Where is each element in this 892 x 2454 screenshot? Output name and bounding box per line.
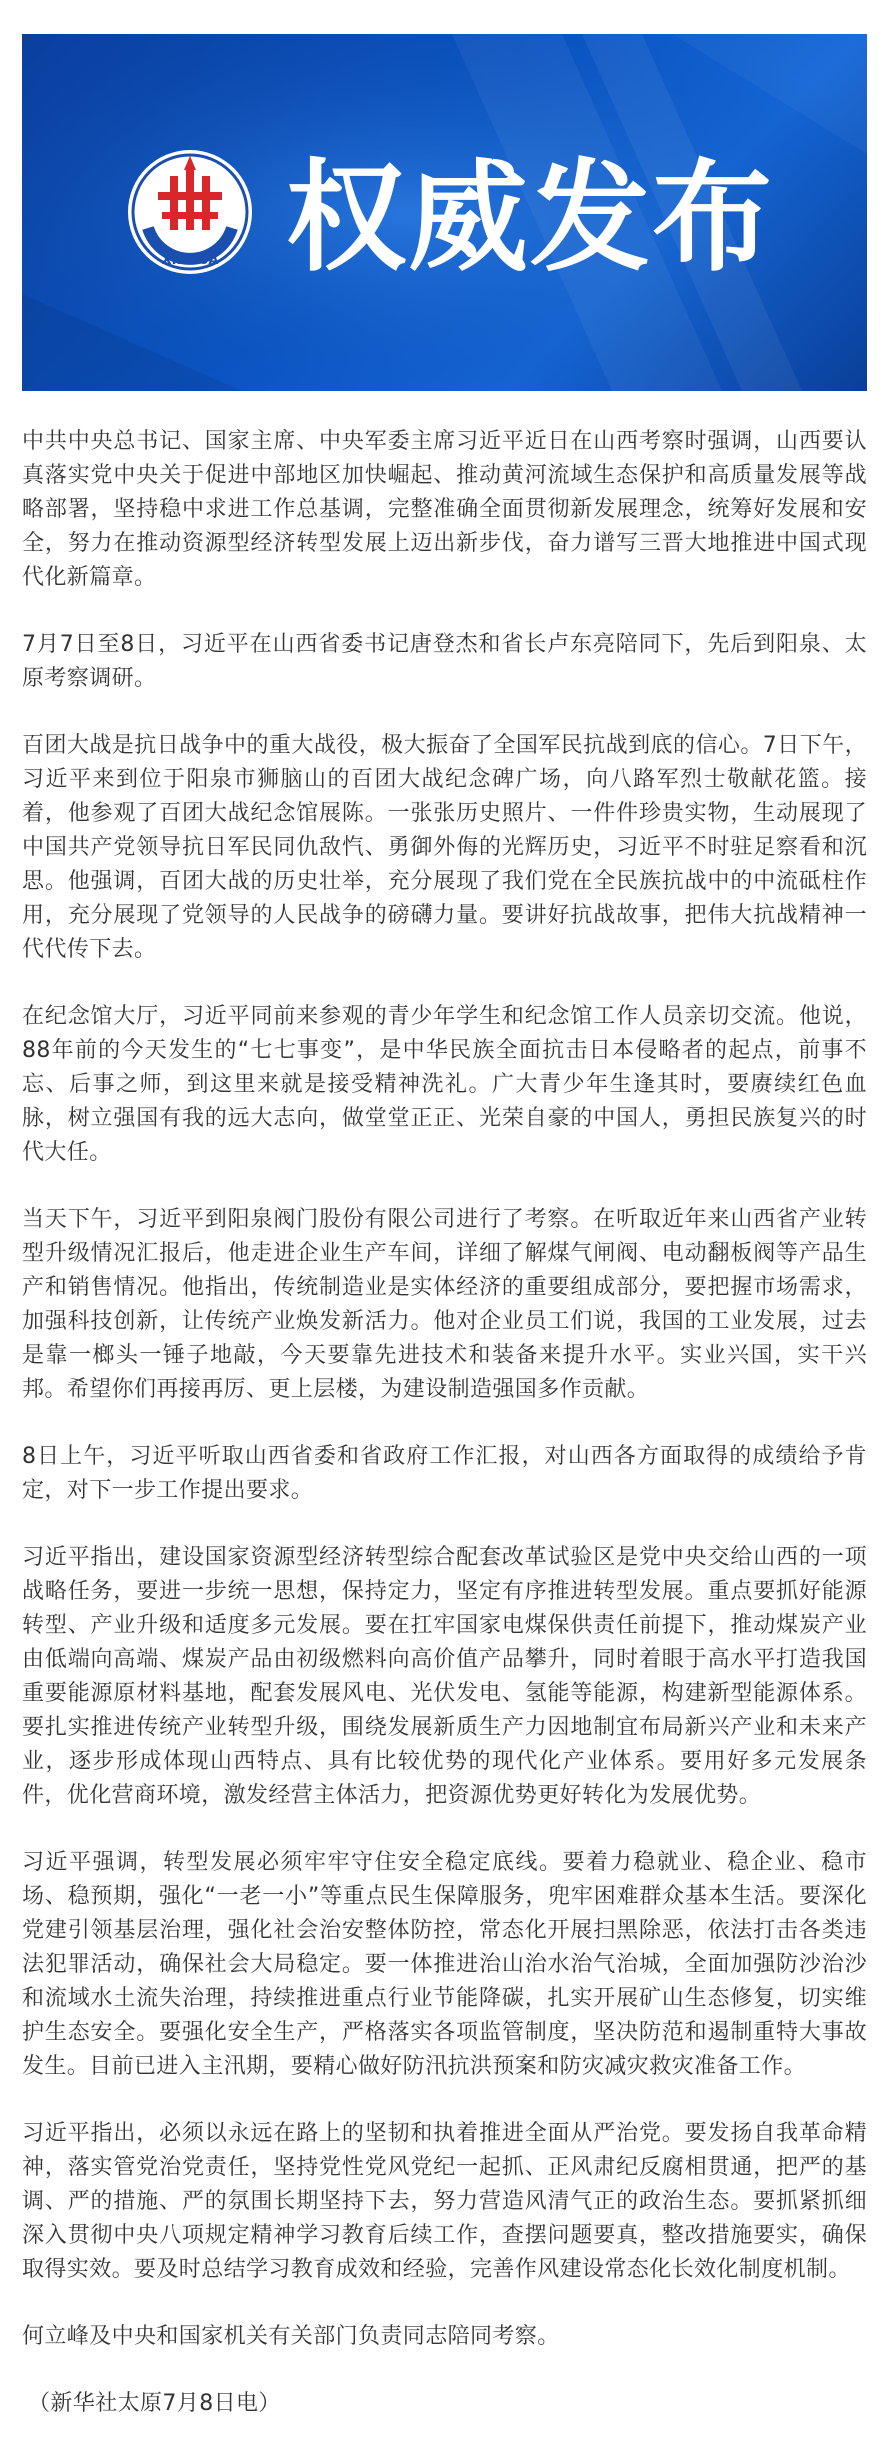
paragraph-accompanying: 何立峰及中央和国家机关有关部门负责同志陪同考察。	[22, 2324, 560, 2349]
banner-title: 权威发布	[286, 149, 774, 288]
dateline: （新华社太原7月8日电）	[28, 2391, 281, 2416]
paragraph-transformation: 习近平指出，建设国家资源型经济转型综合配套改革试验区是党中央交给山西的一项战略任务，要进一步统一思想，保持定力，坚定有序推进转型发展。重点要抓好能源转型、产业升级和适度多元发展。要在扛牢国家电煤保供责任前提下，推动煤炭产业由低端向高端、煤炭产品由初级燃料向高价值产品攀升，同时着眼于高水平打造我国重要能源原材料基地，配套发展风电、光伏发电、氢能等能源，构建新型能源体系。要扎实推进传统产业转型升级，围绕发展新质生产力因地制宜布局新兴产业和未来产业，逐步形成体现山西特点、具有比较优势的现代化产业体系。要用好多元发展条件，优化营商环境，激发经营主体活力，把资源优势更好转化为发展优势。	[22, 1545, 867, 1808]
article-body	[22, 425, 867, 2454]
logo-text: XINHUA	[161, 253, 219, 268]
paragraph-hundred-regiments: 百团大战是抗日战争中的重大战役，极大振奋了全国军民抗战到底的信心。7日下午，习近平来到位于阳泉市狮脑山的百团大战纪念碑广场，向八路军烈士敬献花篮。接着，他参观了百团大战纪念馆展陈。一张张历史照片、一件件珍贵实物，生动展现了中国共产党领导抗日军民同仇敌忾、勇御外侮的光辉历史，习近平不时驻足察看和沉思。他强调，百团大战的历史壮举，充分展现了我们党在全民族抗战中的中流砥柱作用，充分展现了党领导的人民战争的磅礴力量。要讲好抗战故事，把伟大抗战精神一代代传下去。	[22, 733, 867, 962]
paragraph-intro: 中共中央总书记、国家主席、中央军委主席习近平近日在山西考察时强调，山西要认真落实党中央关于促进中部地区加快崛起、推动黄河流域生态保护和高质量发展等战略部署，坚持稳中求进工作总基调，完整准确全面贯彻新发展理念，统筹好发展和安全，努力在推动资源型经济转型发展上迈出新步伐，奋力谱写三晋大地推进中国式现代化新篇章。	[22, 429, 867, 590]
xinhua-logo-icon	[120, 142, 260, 282]
paragraph-party-discipline: 习近平指出，必须以永远在路上的坚韧和执着推进全面从严治党。要发扬自我革命精神，落实管党治党责任，坚持党性党风党纪一起抓、正风肃纪反腐相贯通，把严的基调、严的措施、严的氛围长期坚持下去，努力营造风清气正的政治生态。要抓紧抓细深入贯彻中央八项规定精神学习教育后续工作，查摆问题要真，整改措施要实，确保取得实效。要及时总结学习教育成效和经验，完善作风建设常态化长效化制度机制。	[22, 2121, 867, 2282]
paragraph-memorial-hall: 在纪念馆大厅，习近平同前来参观的青少年学生和纪念馆工作人员亲切交流。他说，88年前的今天发生的“七七事变”，是中华民族全面抗击日本侵略者的起点，前事不忘、后事之师，到这里来就是接受精神洗礼。广大青少年生逢其时，要赓续红色血脉，树立强国有我的远大志向，做堂堂正正、光荣自豪的中国人，勇担民族复兴的时代大任。	[22, 1004, 867, 1165]
banner	[22, 34, 867, 391]
paragraph-itinerary: 7月7日至8日，习近平在山西省委书记唐登杰和省长卢东亮陪同下，先后到阳泉、太原考察调研。	[22, 632, 867, 691]
paragraph-safety: 习近平强调，转型发展必须牢牢守住安全稳定底线。要着力稳就业、稳企业、稳市场、稳预期，强化“一老一小”等重点民生保障服务，兜牢困难群众基本生活。要深化党建引领基层治理，强化社会治安整体防控，常态化开展扫黑除恶，依法打击各类违法犯罪活动，确保社会大局稳定。要一体推进治山治水治气治城，全面加强防沙治沙和流域水土流失治理，持续推进重点行业节能降碳，扎实开展矿山生态修复，切实维护生态安全。要强化安全生产，严格落实各项监管制度，坚决防范和遏制重特大事故发生。目前已进入主汛期，要精心做好防汛抗洪预案和防灾减灾救灾准备工作。	[22, 1850, 867, 2079]
paragraph-valve-company: 当天下午，习近平到阳泉阀门股份有限公司进行了考察。在听取近年来山西省产业转型升级情况汇报后，他走进企业生产车间，详细了解煤气闸阀、电动翻板阀等产品生产和销售情况。他指出，传统制造业是实体经济的重要组成部分，要把握市场需求，加强科技创新，让传统产业焕发新活力。他对企业员工们说，我国的工业发展，过去是靠一榔头一锤子地敲，今天要靠先进技术和装备来提升水平。实业兴国，实干兴邦。希望你们再接再厉、更上层楼，为建设制造强国多作贡献。	[22, 1207, 867, 1402]
paragraph-work-report: 8日上午，习近平听取山西省委和省政府工作汇报，对山西各方面取得的成绩给予肯定，对下一步工作提出要求。	[22, 1444, 867, 1503]
